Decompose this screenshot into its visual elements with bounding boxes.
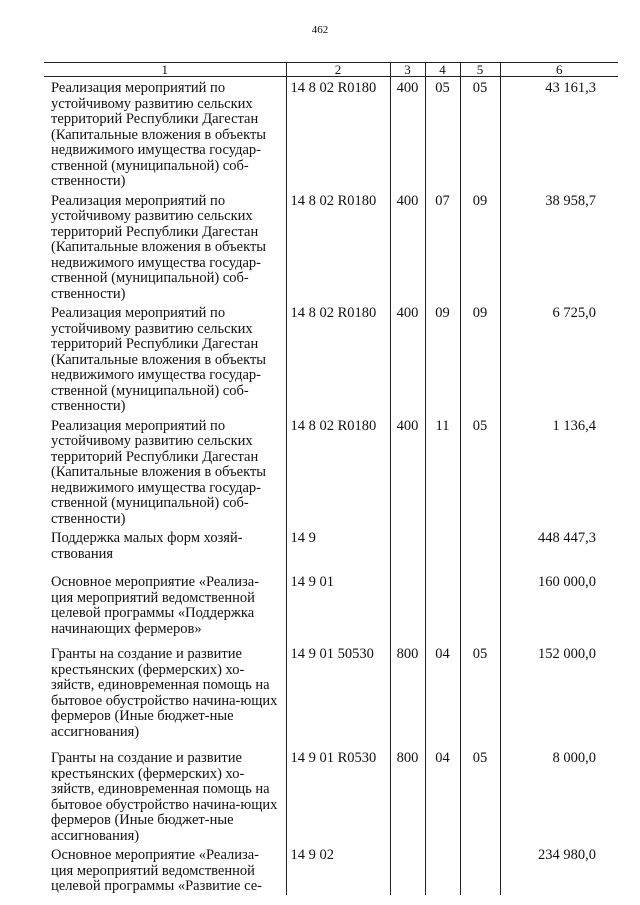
row-target-item: 14 8 02 R0180 xyxy=(286,302,390,415)
row-amount: 43 161,3 xyxy=(500,77,618,190)
row-section xyxy=(425,571,460,643)
row-target-item: 14 9 01 50530 xyxy=(286,643,390,747)
row-name: Гранты на создание и развитие крестьянских (фермерских) хо-зяйств, единовременная помощь на бытовое обустройство начина-ющих фермеров (Иные бюджет-ные ассигнования) xyxy=(44,643,286,747)
table-row xyxy=(44,190,618,303)
table-row xyxy=(44,77,618,190)
row-name: Реализация мероприятий по устойчивому развитию сельских территорий Республики Дагестан (Капитальные вложения в объекты недвижимого имущества государ-ственной (муниципальной) соб-ственности) xyxy=(44,190,286,303)
row-subsection: 09 xyxy=(460,190,500,303)
row-subsection xyxy=(460,844,500,895)
row-section: 07 xyxy=(425,190,460,303)
header-row xyxy=(44,63,618,77)
row-name: Реализация мероприятий по устойчивому развитию сельских территорий Республики Дагестан (Капитальные вложения в объекты недвижимого имущества государ-ственной (муниципальной) соб-ственности) xyxy=(44,415,286,528)
column-header-name: 1 xyxy=(44,63,286,77)
row-amount: 448 447,3 xyxy=(500,527,618,571)
column-header-target-item: 2 xyxy=(286,63,390,77)
row-subsection: 05 xyxy=(460,415,500,528)
row-expense-type: 400 xyxy=(390,190,425,303)
row-subsection xyxy=(460,527,500,571)
row-subsection: 05 xyxy=(460,643,500,747)
row-amount: 160 000,0 xyxy=(500,571,618,643)
row-target-item: 14 8 02 R0180 xyxy=(286,190,390,303)
row-expense-type: 400 xyxy=(390,302,425,415)
row-section: 04 xyxy=(425,643,460,747)
row-subsection: 09 xyxy=(460,302,500,415)
row-name: Реализация мероприятий по устойчивому развитию сельских территорий Республики Дагестан (Капитальные вложения в объекты недвижимого имущества государ-ственной (муниципальной) соб-ственности) xyxy=(44,77,286,190)
row-amount: 234 980,0 xyxy=(500,844,618,895)
table-row xyxy=(44,415,618,528)
table-row xyxy=(44,643,618,747)
row-name: Основное мероприятие «Реализа-ция мероприятий ведомственной целевой программы «Поддержка начинающих фермеров» xyxy=(44,571,286,643)
row-target-item: 14 9 01 xyxy=(286,571,390,643)
row-name: Основное мероприятие «Реализа-ция мероприятий ведомственной целевой программы «Развитие се- xyxy=(44,844,286,895)
row-expense-type xyxy=(390,571,425,643)
row-name: Реализация мероприятий по устойчивому развитию сельских территорий Республики Дагестан (Капитальные вложения в объекты недвижимого имущества государ-ственной (муниципальной) соб-ственности) xyxy=(44,302,286,415)
page-number: 462 xyxy=(311,24,329,36)
column-header-section: 4 xyxy=(425,63,460,77)
row-target-item: 14 8 02 R0180 xyxy=(286,77,390,190)
column-header-expense-type: 3 xyxy=(390,63,425,77)
table-row xyxy=(44,527,618,571)
row-expense-type: 400 xyxy=(390,77,425,190)
row-subsection: 05 xyxy=(460,77,500,190)
row-subsection xyxy=(460,571,500,643)
row-expense-type xyxy=(390,527,425,571)
row-target-item: 14 8 02 R0180 xyxy=(286,415,390,528)
budget-table xyxy=(44,62,618,895)
row-name: Гранты на создание и развитие крестьянских (фермерских) хо-зяйств, единовременная помощь на бытовое обустройство начина-ющих фермеров (Иные бюджет-ные ассигнования) xyxy=(44,747,286,844)
row-section: 04 xyxy=(425,747,460,844)
column-header-subsection: 5 xyxy=(460,63,500,77)
row-amount: 8 000,0 xyxy=(500,747,618,844)
row-amount: 38 958,7 xyxy=(500,190,618,303)
row-subsection: 05 xyxy=(460,747,500,844)
table-row xyxy=(44,302,618,415)
row-section: 09 xyxy=(425,302,460,415)
row-section xyxy=(425,844,460,895)
row-target-item: 14 9 02 xyxy=(286,844,390,895)
row-amount: 6 725,0 xyxy=(500,302,618,415)
row-target-item: 14 9 xyxy=(286,527,390,571)
row-expense-type: 800 xyxy=(390,643,425,747)
table-row xyxy=(44,844,618,895)
row-expense-type: 800 xyxy=(390,747,425,844)
row-target-item: 14 9 01 R0530 xyxy=(286,747,390,844)
table-row xyxy=(44,571,618,643)
column-header-amount: 6 xyxy=(500,63,618,77)
row-expense-type: 400 xyxy=(390,415,425,528)
row-section: 05 xyxy=(425,77,460,190)
row-amount: 1 136,4 xyxy=(500,415,618,528)
table-row xyxy=(44,747,618,844)
row-section: 11 xyxy=(425,415,460,528)
row-name: Поддержка малых форм хозяй-ствования xyxy=(44,527,286,571)
row-amount: 152 000,0 xyxy=(500,643,618,747)
row-section xyxy=(425,527,460,571)
row-expense-type xyxy=(390,844,425,895)
